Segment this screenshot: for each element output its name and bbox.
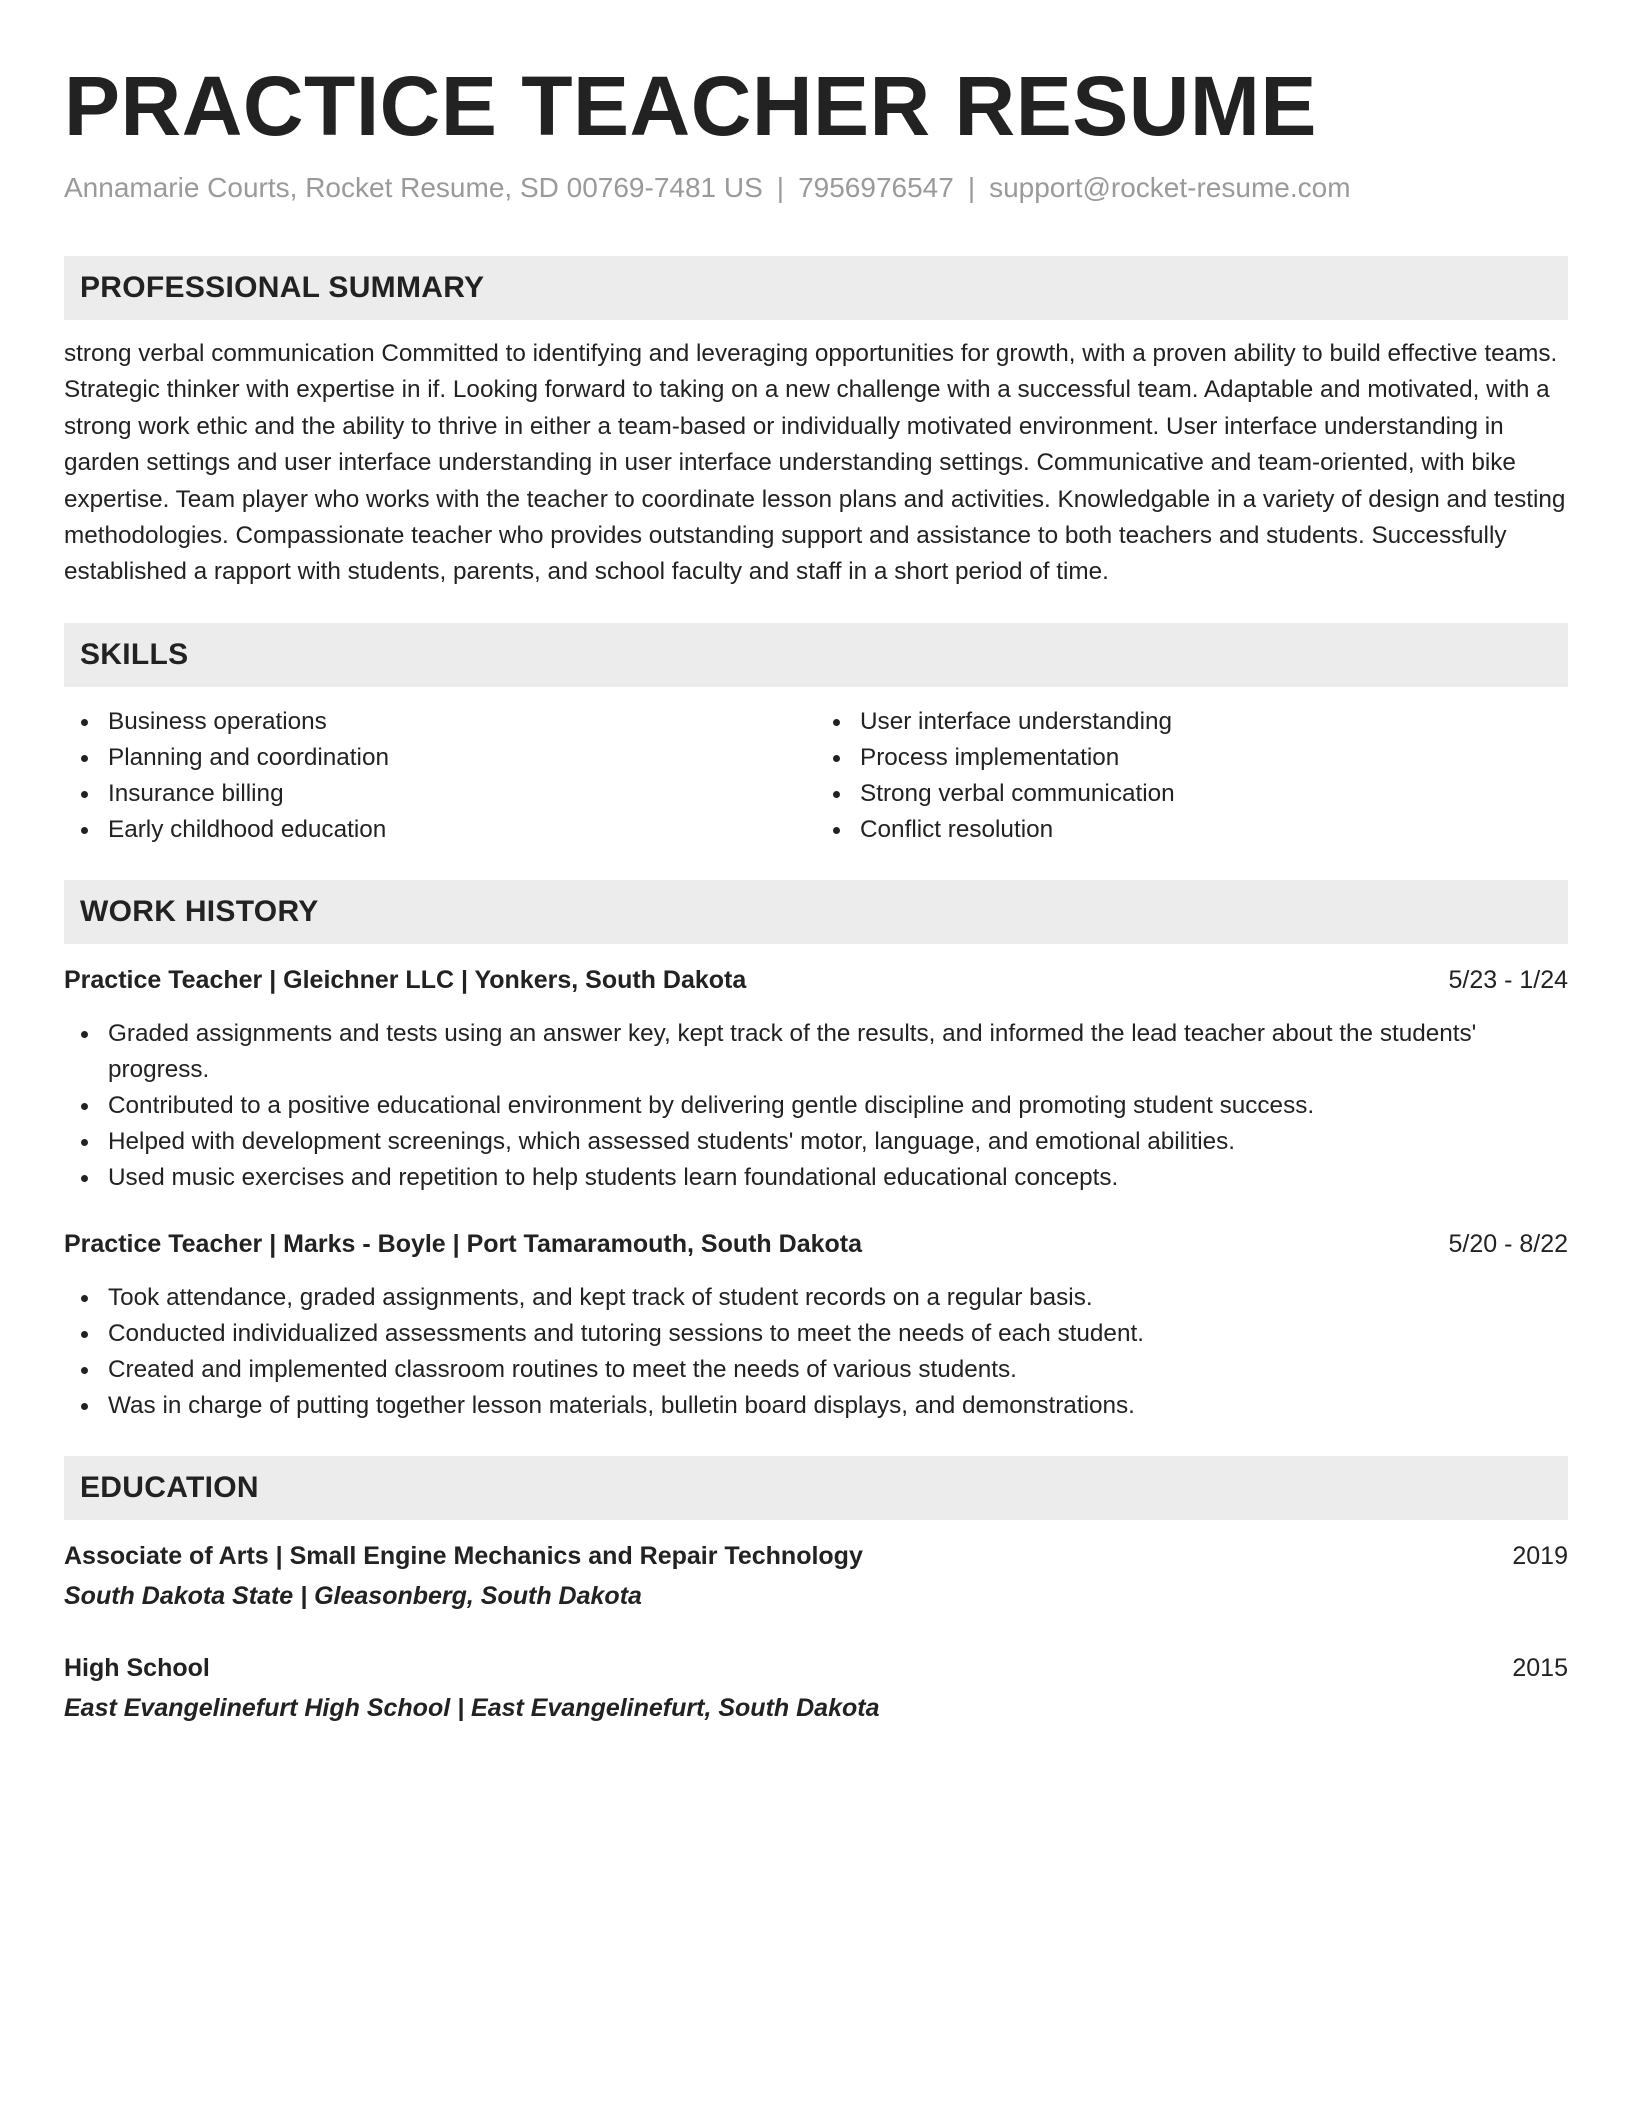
education-year: 2019 [1512,1541,1568,1570]
education-school: East Evangelinefurt High School | East Evangelinefurt, South Dakota [64,1693,880,1722]
summary-text: strong verbal communication Committed to identifying and leveraging opportunities for growth, with a proven ability to build effective teams. Strategic thinker with expertise in if. Looking forward to taking on a new challenge with a successful team. Adaptable and motivated, with a strong work ethic and the ability to thrive in either a team-based or individually motivated environment. User interface understanding in garden settings and user interface understanding in user interface understanding settings. Communicative and team-oriented, with bike expertise. Team player who works with the teacher to coordinate lesson plans and activities. Knowledgable in a variety of design and testing methodologies. Compassionate teacher who provides outstanding support and assistance to both teachers and students. Successfully established a rapport with students, parents, and school faculty and staff in a short period of time. [64,340,1566,586]
education-degree: Associate of Arts | Small Engine Mechanics and Repair Technology [64,1541,863,1570]
section-header-summary: PROFESSIONAL SUMMARY [64,256,1568,320]
resume-title: PRACTICE TEACHER RESUME [64,59,1317,153]
job-title: Practice Teacher | Marks - Boyle | Port Tamaramouth, South Dakota [64,1229,863,1258]
contact-address: Annamarie Courts, Rocket Resume, SD 00769-7481 US [64,172,763,203]
job-bullet: Took attendance, graded assignments, and kept track of student records on a regular basis. [64,1280,1568,1316]
education-heading [64,1538,1568,1574]
section-header-education: EDUCATION [64,1456,1568,1520]
skill-item: Business operations [64,704,816,740]
skill-item: Early childhood education [64,812,816,848]
skills-list [64,704,1568,848]
education-entry [64,1538,1568,1614]
education-entry [64,1650,1568,1726]
job-bullet: Was in charge of putting together lesson materials, bulletin board displays, and demonstrations. [64,1388,1568,1424]
section-header-work-history: WORK HISTORY [64,880,1568,944]
job-entry [64,962,1568,1196]
job-bullet: Used music exercises and repetition to help students learn foundational educational concepts. [64,1160,1568,1196]
job-entry [64,1226,1568,1424]
skill-item: User interface understanding [816,704,1568,740]
skill-item: Insurance billing [64,776,816,812]
skill-item: Conflict resolution [816,812,1568,848]
job-bullet: Created and implemented classroom routines to meet the needs of various students. [64,1352,1568,1388]
job-bullets [64,1016,1568,1196]
contact-separator: | [776,172,785,203]
skills-column-right [816,704,1568,848]
skill-item: Process implementation [816,740,1568,776]
education-year: 2015 [1512,1653,1568,1682]
job-bullet: Helped with development screenings, which assessed students' motor, language, and emotional abilities. [64,1124,1568,1160]
job-heading [64,962,1568,998]
skill-item: Planning and coordination [64,740,816,776]
section-header-skills: SKILLS [64,623,1568,687]
job-title: Practice Teacher | Gleichner LLC | Yonkers, South Dakota [64,965,747,994]
education-degree: High School [64,1653,210,1682]
job-bullet: Conducted individualized assessments and tutoring sessions to meet the needs of each student. [64,1316,1568,1352]
job-bullet: Graded assignments and tests using an answer key, kept track of the results, and informed the lead teacher about the students' progress. [64,1016,1568,1088]
job-heading [64,1226,1568,1262]
education-heading [64,1650,1568,1686]
skill-item: Strong verbal communication [816,776,1568,812]
education-school: South Dakota State | Gleasonberg, South Dakota [64,1581,642,1610]
job-bullets [64,1280,1568,1424]
job-bullet: Contributed to a positive educational environment by delivering gentle discipline and promoting student success. [64,1088,1568,1124]
skills-column-left [64,704,816,848]
job-date: 5/20 - 8/22 [1448,1229,1568,1258]
contact-line [64,170,1568,206]
job-date: 5/23 - 1/24 [1448,965,1568,994]
contact-email: support@rocket-resume.com [989,172,1351,203]
contact-phone: 7956976547 [798,172,954,203]
contact-separator: | [967,172,976,203]
